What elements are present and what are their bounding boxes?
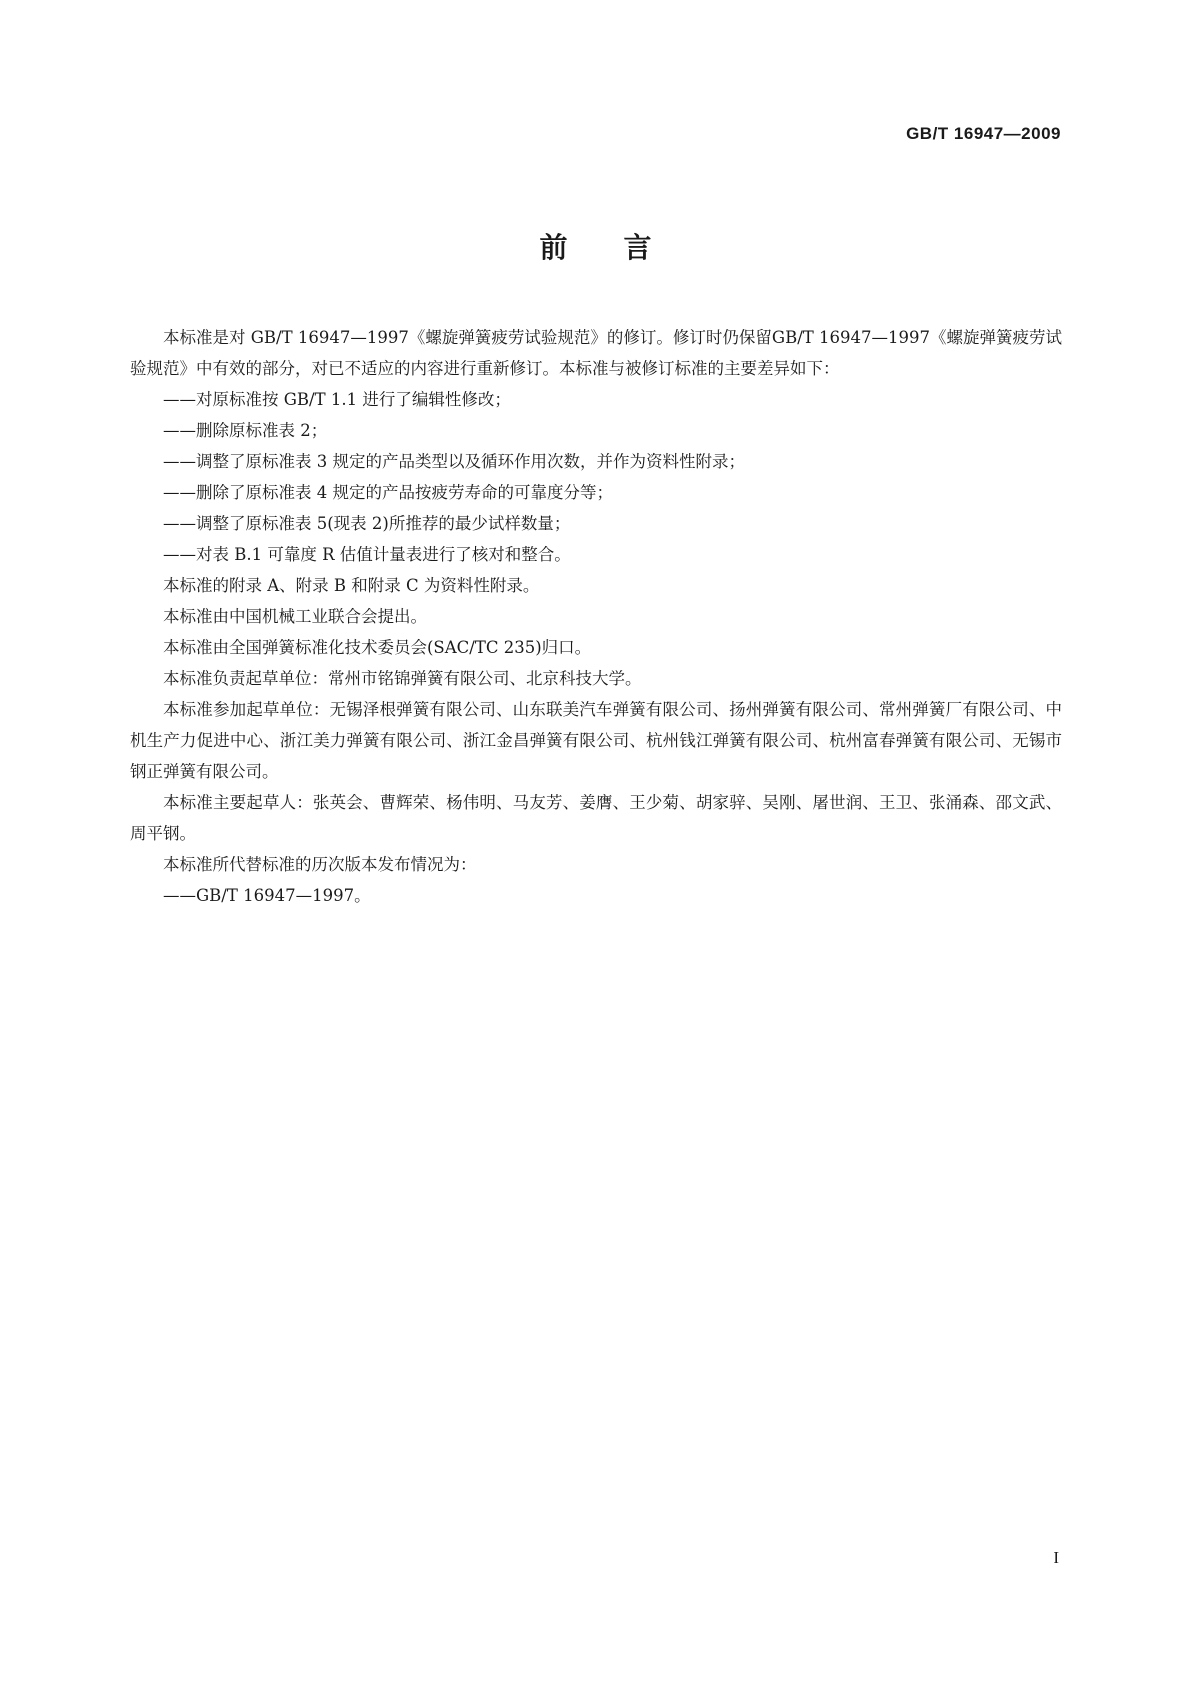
- main-drafters-paragraph: 本标准主要起草人：张英会、曹辉荣、杨伟明、马友芳、姜膺、王少菊、胡家骍、吴刚、屠世润、王卫、张涌森、邵文武、周平钢。: [130, 793, 1062, 843]
- foreword-body: [130, 322, 1062, 911]
- history-intro-paragraph: 本标准所代替标准的历次版本发布情况为：: [163, 855, 477, 874]
- title-char-2: 言: [623, 231, 652, 264]
- proposer-paragraph: 本标准由中国机械工业联合会提出。: [163, 607, 427, 626]
- change-item: ——删除了原标准表 4 规定的产品按疲劳寿命的可靠度分等；: [163, 483, 613, 502]
- standard-number: GB/T 16947—2009: [906, 124, 1061, 143]
- title-char-1: 前: [539, 231, 568, 264]
- drafting-participants-paragraph: 本标准参加起草单位：无锡泽根弹簧有限公司、山东联美汽车弹簧有限公司、扬州弹簧有限公司、常州弹簧厂有限公司、中机生产力促进中心、浙江美力弹簧有限公司、浙江金昌弹簧有限公司、杭州钱江弹簧有限公司、杭州富春弹簧有限公司、无锡市钢正弹簧有限公司。: [130, 700, 1062, 781]
- intro-paragraph: 本标准是对 GB/T 16947—1997《螺旋弹簧疲劳试验规范》的修订。修订时仍保留GB/T 16947—1997《螺旋弹簧疲劳试验规范》中有效的部分，对已不适应的内容进行重新修订。本标准与被修订标准的主要差异如下：: [130, 328, 1062, 378]
- change-item: ——调整了原标准表 3 规定的产品类型以及循环作用次数，并作为资料性附录；: [163, 452, 745, 471]
- change-item: ——对原标准按 GB/T 1.1 进行了编辑性修改；: [163, 390, 511, 409]
- appendix-note: 本标准的附录 A、附录 B 和附录 C 为资料性附录。: [163, 576, 540, 595]
- administrator-paragraph: 本标准由全国弹簧标准化技术委员会(SAC/TC 235)归口。: [163, 638, 592, 657]
- page-title: [0, 226, 1191, 266]
- change-item: ——删除原标准表 2；: [163, 421, 328, 440]
- drafting-lead-paragraph: 本标准负责起草单位：常州市铭锦弹簧有限公司、北京科技大学。: [163, 669, 642, 688]
- page-number: I: [1053, 1548, 1059, 1567]
- change-item: ——对表 B.1 可靠度 R 估值计量表进行了核对和整合。: [163, 545, 571, 564]
- change-item: ——调整了原标准表 5(现表 2)所推荐的最少试样数量；: [163, 514, 571, 533]
- history-item: ——GB/T 16947—1997。: [163, 886, 371, 905]
